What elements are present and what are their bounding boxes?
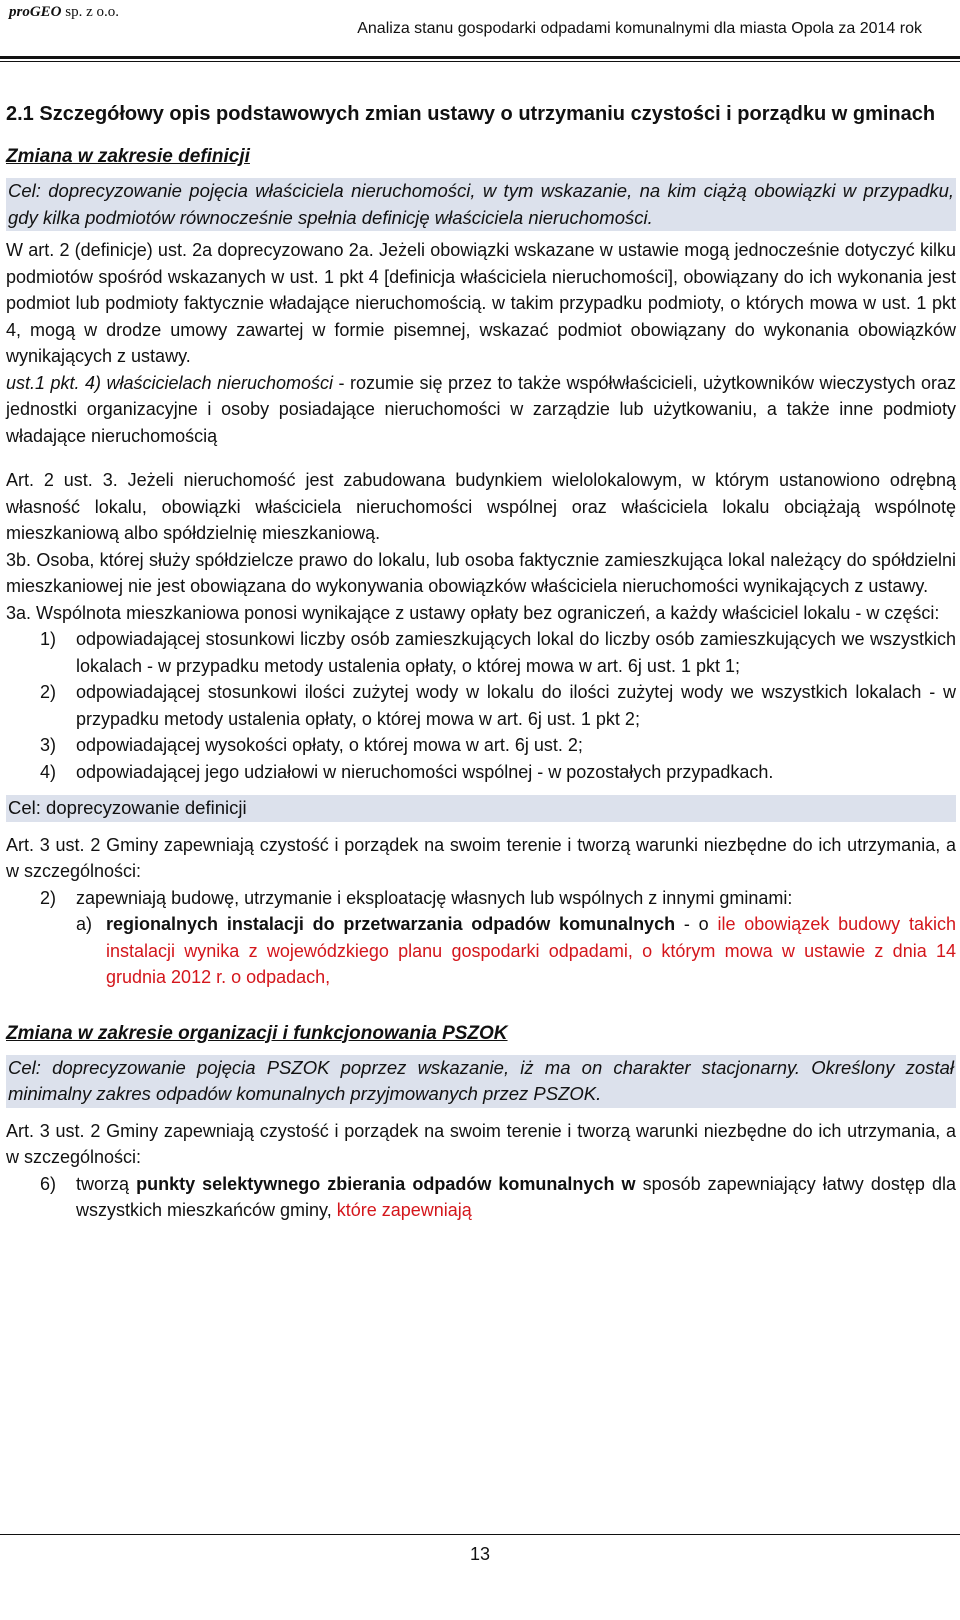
paragraph-ust1-pkt4-text: - rozumie się przez to także współwłaścicieli, użytkowników wieczystych oraz jednostki organizacyjne i osoby posiadające nieruchomości w zarządzie lub użytkowaniu, a także inne podmioty władające nieruchomością: [6, 372, 956, 446]
list-item-text: [106, 911, 956, 991]
bold-text: regionalnych instalacji do przetwarzania odpadów komunalnych: [106, 914, 676, 934]
plain-text: tworzą: [76, 1173, 137, 1194]
header-rule-thin: [0, 61, 960, 62]
company-suffix: sp. z o.o.: [61, 4, 120, 20]
plain-text: sposób zapewniający łatwy dostęp dla wszystkich mieszkańców gminy,: [76, 1173, 956, 1220]
list-item: [6, 679, 956, 732]
company-name: [9, 4, 119, 21]
paragraph-ust1-pkt4-italic: ust.1 pkt. 4) właścicielach nieruchomości: [6, 372, 334, 393]
page-header: [0, 0, 960, 64]
subheading-pszok: Zmiana w zakresie organizacji i funkcjonowania PSZOK: [6, 1022, 508, 1044]
paragraph-ust1-pkt4: [6, 370, 956, 450]
list-item-text: odpowiadającej stosunkowi liczby osób zamieszkujących lokal do liczby osób zamieszkujących we wszystkich lokalach - w przypadku metody ustalenia opłaty, o której mowa w art. 6j ust. 1 pkt 1;: [76, 629, 956, 676]
list-item-6: [6, 1171, 956, 1224]
list-item-number: 3): [40, 735, 57, 755]
list-item-2a: [6, 911, 956, 991]
goal-box-2: Cel: doprecyzowanie definicji: [6, 795, 956, 822]
page-body: [6, 94, 956, 1224]
document-title: Analiza stanu gospodarki odpadami komunalnymi dla miasta Opola za 2014 rok: [357, 20, 922, 37]
list-item-letter: a): [76, 914, 93, 934]
list-item-text: zapewniają budowę, utrzymanie i eksploatację własnych lub wspólnych z innymi gminami:: [76, 887, 793, 908]
list-item-text: [76, 1171, 956, 1224]
list-item-number: 6): [40, 1173, 57, 1194]
bold-text: punkty selektywnego zbierania odpadów komunalnych w: [136, 1173, 636, 1194]
paragraph-art2-2a: W art. 2 (definicje) ust. 2a doprecyzowano 2a. Jeżeli obowiązki wskazane w ustawie mogą jednocześnie dotyczyć kilku podmiotów spośród wskazanych w ust. 1 pkt 4 [definicja właściciela nieruchomości], obowiązany do ich wykonania jest podmiot lub podmioty faktycznie władające nieruchomością. w takim przypadku podmioty, o których mowa w ust. 1 pkt 4, mogą w drodze umowy zawartej w formie pisemnej, wskazać podmiot obowiązany do wykonania obowiązków wynikających z ustawy.: [6, 240, 956, 366]
list-item-text: odpowiadającej jego udziałowi w nieruchomości wspólnej - w pozostałych przypadkach.: [76, 761, 774, 782]
list-item-text: odpowiadającej stosunkowi ilości zużytej wody w lokalu do ilości zużytej wody we wszystkich lokalach - w przypadku metody ustalenia opłaty, o której mowa w art. 6j ust. 1 pkt 2;: [76, 682, 956, 729]
goal-box-3: Cel: doprecyzowanie pojęcia PSZOK poprzez wskazanie, iż ma on charakter stacjonarny. Określony został minimalny zakres odpadów komunalnych przyjmowanych przez PSZOK.: [6, 1055, 956, 1108]
list-item-number: 2): [40, 887, 57, 908]
list-item: [6, 626, 956, 679]
list-item: [6, 732, 956, 759]
section-title: 2.1 Szczegółowy opis podstawowych zmian ustawy o utrzymaniu czystości i porządku w gminach: [6, 103, 936, 125]
header-rule: [0, 56, 960, 59]
highlighted-text: które zapewniają: [336, 1200, 472, 1220]
highlighted-text: ile obowiązek budowy takich instalacji wynika z wojewódzkiego planu gospodarki odpadami, o którym mowa w ustawie z dnia 14 grudnia 2012 r. o odpadach,: [106, 914, 956, 987]
paragraph-art3-2: Art. 3 ust. 2 Gminy zapewniają czystość i porządek na swoim terenie i tworzą warunki niezbędne do ich utrzymania, a w szczególności:: [6, 834, 956, 881]
page-number: 13: [469, 1544, 491, 1564]
list-item-number: 1): [40, 629, 57, 649]
list-item: [6, 759, 956, 786]
subheading-definitions: Zmiana w zakresie definicji: [6, 146, 250, 167]
paragraph-3a: 3a. Wspólnota mieszkaniowa ponosi wynikające z ustawy opłaty bez ograniczeń, a każdy właściciel lokalu - w części:: [6, 602, 940, 623]
company-brand: proGEO: [9, 4, 62, 20]
list-item-text: odpowiadającej wysokości opłaty, o której mowa w art. 6j ust. 2;: [76, 735, 583, 755]
goal-box-1: Cel: doprecyzowanie pojęcia właściciela nieruchomości, w tym wskazanie, na kim ciążą obowiązki w przypadku, gdy kilka podmiotów równocześnie spełnia definicję właściciela nieruchomości.: [6, 178, 956, 231]
list-item-number: 4): [40, 761, 57, 782]
list-fees: [6, 626, 956, 785]
plain-text: - o: [675, 914, 718, 934]
list-item-2: [6, 885, 956, 912]
list-item-number: 2): [40, 682, 57, 702]
paragraph-art2-3: Art. 2 ust. 3. Jeżeli nieruchomość jest zabudowana budynkiem wielolokalowym, w którym ustanowiono odrębną własność lokalu, obowiązki właściciela nieruchomości wspólnej oraz właściciela lokalu obciążają wspólnotę mieszkaniową albo spółdzielnię mieszkaniową.: [6, 470, 956, 543]
footer-rule: [0, 1534, 960, 1535]
paragraph-art3-2-repeat: Art. 3 ust. 2 Gminy zapewniają czystość i porządek na swoim terenie i tworzą warunki niezbędne do ich utrzymania, a w szczególności:: [6, 1120, 956, 1167]
paragraph-3b: 3b. Osoba, której służy spółdzielcze prawo do lokalu, lub osoba faktycznie zamieszkująca lokal należący do spółdzielni mieszkaniowej nie jest obowiązana do wykonywania obowiązków właściciela nieruchomości wynikających z ustawy.: [6, 549, 956, 596]
